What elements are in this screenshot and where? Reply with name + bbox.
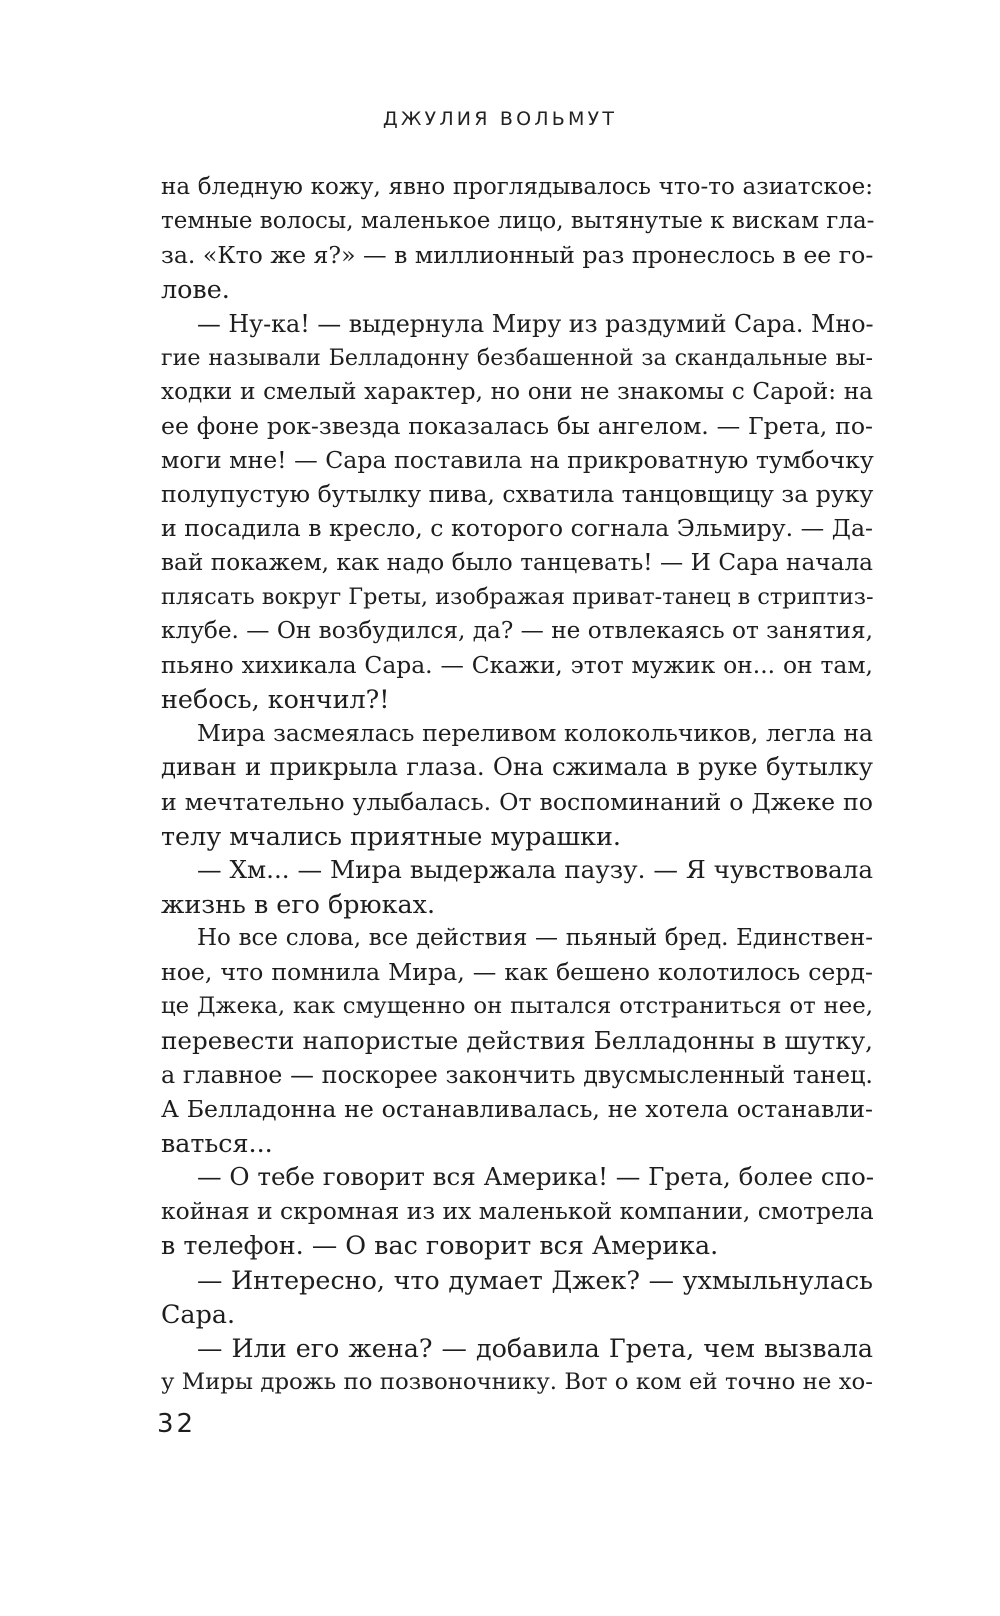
text-line: на бледную кожу, явно проглядывалось что-то азиатское:	[161, 174, 873, 200]
text-line: Сара.	[161, 1298, 236, 1329]
text-line: перевести напористые действия Белладонны в шутку,	[161, 1025, 873, 1055]
text-line: це Джека, как смущенно он пытался отстраниться от нее,	[161, 993, 873, 1020]
body-text	[161, 170, 873, 1399]
text-line: Но все слова, все действия — пьяный бред. Единствен-	[197, 925, 873, 952]
page-number: 32	[157, 1409, 197, 1439]
text-line: небось, кончил?!	[161, 684, 390, 715]
text-line: койная и скромная из их маленькой компании, смотрела	[161, 1197, 874, 1226]
text-line: — Ну-ка! — выдернула Миру из раздумий Сара. Мно-	[197, 309, 874, 338]
text-line: вай покажем, как надо было танцевать! — И Сара начала	[161, 548, 873, 576]
text-line: диван и прикрыла глаза. Она сжимала в руке бутылку	[161, 752, 873, 782]
text-line: телу мчались приятные мурашки.	[161, 820, 621, 851]
text-line: лове.	[161, 274, 230, 305]
running-head: ДЖУЛИЯ ВОЛЬМУТ	[382, 108, 618, 130]
text-line: ходки и смелый характер, но они не знакомы с Сарой: на	[161, 377, 873, 405]
text-line: полупустую бутылку пива, схватила танцовщицу за руку	[161, 480, 874, 509]
text-line: Мира засмеялась переливом колокольчиков, легла на	[197, 719, 873, 748]
text-line: жизнь в его брюках.	[161, 888, 436, 919]
text-line: за. «Кто же я?» — в миллионный раз пронеслось в ее го-	[161, 241, 874, 270]
text-line: клубе. — Он возбудился, да? — не отвлекаясь от занятия,	[161, 616, 873, 644]
text-line: и посадила в кресло, с которого согнала Эльмиру. — Да-	[161, 514, 873, 543]
text-line: в телефон. — О вас говорит вся Америка.	[161, 1230, 719, 1261]
text-line: пьяно хихикала Сара. — Скажи, этот мужик он... он там,	[161, 650, 873, 679]
text-line: ваться...	[161, 1127, 273, 1158]
text-line: гие называли Белладонну безбашенной за скандальные вы-	[161, 344, 873, 371]
text-line: ное, что помнила Мира, — как бешено колотилось серд-	[161, 958, 873, 987]
text-line: А Белладонна не останавливалась, не хотела останавли-	[161, 1094, 873, 1123]
text-line: ее фоне рок-звезда показалась бы ангелом. — Грета, по-	[161, 411, 873, 440]
text-line: — Интересно, что думает Джек? — ухмыльнулась	[197, 1264, 873, 1295]
text-line: — О тебе говорит вся Америка! — Грета, более спо-	[197, 1162, 875, 1192]
text-line: моги мне! — Сара поставила на прикроватную тумбочку	[161, 446, 874, 475]
text-line: у Миры дрожь по позвоночнику. Вот о ком ей точно не хо-	[161, 1368, 873, 1395]
text-line: — Хм... — Мира выдержала паузу. — Я чувствовала	[197, 854, 873, 884]
text-line: и мечтательно улыбалась. От воспоминаний о Джеке по	[161, 787, 873, 816]
text-line: темные волосы, маленькое лицо, вытянутые к вискам гла-	[161, 208, 875, 235]
text-line: плясать вокруг Греты, изображая приват-танец в стриптиз-	[161, 583, 874, 610]
text-line: — Или его жена? — добавила Грета, чем вызвала	[197, 1332, 873, 1363]
text-line: а главное — поскорее закончить двусмысленный танец.	[161, 1060, 873, 1089]
